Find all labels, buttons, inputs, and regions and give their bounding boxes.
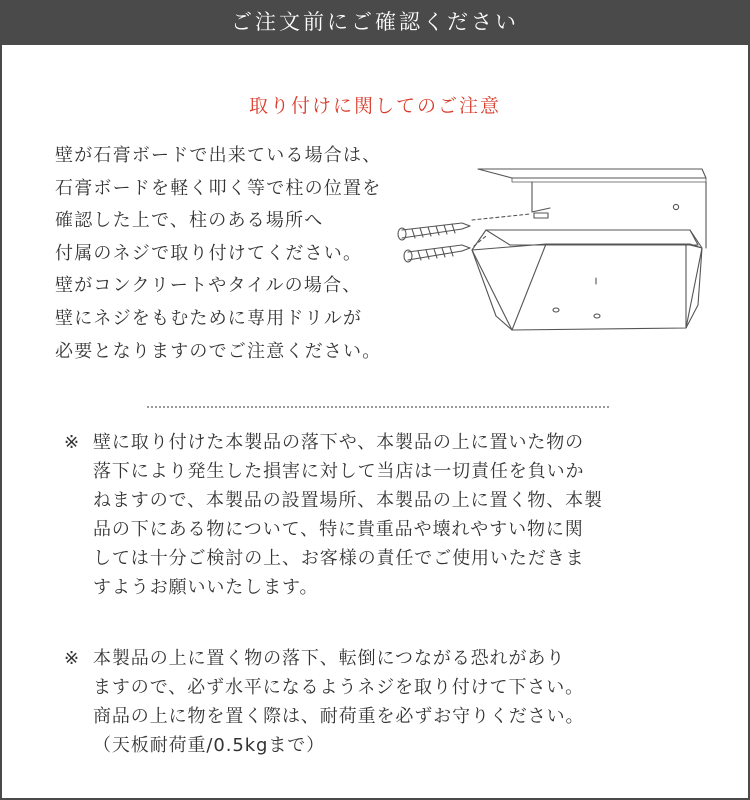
note-line: すようお願いいたします。: [93, 577, 319, 598]
section-subtitle: 取り付けに関してのご注意: [248, 95, 501, 117]
note-body: [93, 428, 714, 602]
caution-note-2: [64, 644, 714, 760]
wall-instruction-line: 確認した上で、柱のある場所へ: [55, 210, 324, 232]
dotted-divider: [147, 406, 609, 408]
note-line: 落下により発生した損害に対して当店は一切責任を負いか: [93, 461, 585, 482]
note-line: 商品の上に物を置く際は、耐荷重を必ずお守りください。: [93, 706, 585, 727]
shelf-illustration: [390, 150, 720, 350]
note-body: [93, 644, 714, 760]
note-line: しては十分ご検討の上、お客様の責任でご使用いただきま: [93, 548, 585, 569]
note-mark: ※: [64, 648, 80, 669]
wall-instruction-line: 付属のネジで取り付けてください。: [55, 242, 363, 264]
note-line: （天板耐荷重/0.5kgまで）: [93, 735, 326, 756]
note-mark: ※: [64, 432, 80, 453]
wall-instruction-line: 壁にネジをもむために専用ドリルが: [55, 307, 363, 329]
note-line: ねますので、本製品の設置場所、本製品の上に置く物、本製: [93, 490, 603, 511]
wall-instruction-line: 壁がコンクリートやタイルの場合、: [55, 275, 362, 297]
note-line: 壁に取り付けた本製品の落下や、本製品の上に置いた物の: [93, 432, 585, 453]
wall-instruction-line: 壁が石膏ボードで出来ている場合は、: [55, 145, 382, 166]
wall-instruction-line: 石膏ボードを軽く叩く等で柱の位置を: [55, 177, 382, 199]
header-bar: [2, 0, 748, 45]
header-title: ご注文前にご確認ください: [231, 10, 519, 34]
note-line: 品の下にある物について、特に貴重品や壊れやすい物に関: [93, 519, 584, 540]
caution-note-1: [64, 428, 714, 602]
wall-instruction-line: 必要となりますのでご注意ください。: [55, 340, 382, 362]
note-line: 本製品の上に置く物の落下、転倒につながる恐れがあり: [93, 648, 566, 669]
note-line: ますので、必ず水平になるようネジを取り付けて下さい。: [93, 677, 585, 698]
